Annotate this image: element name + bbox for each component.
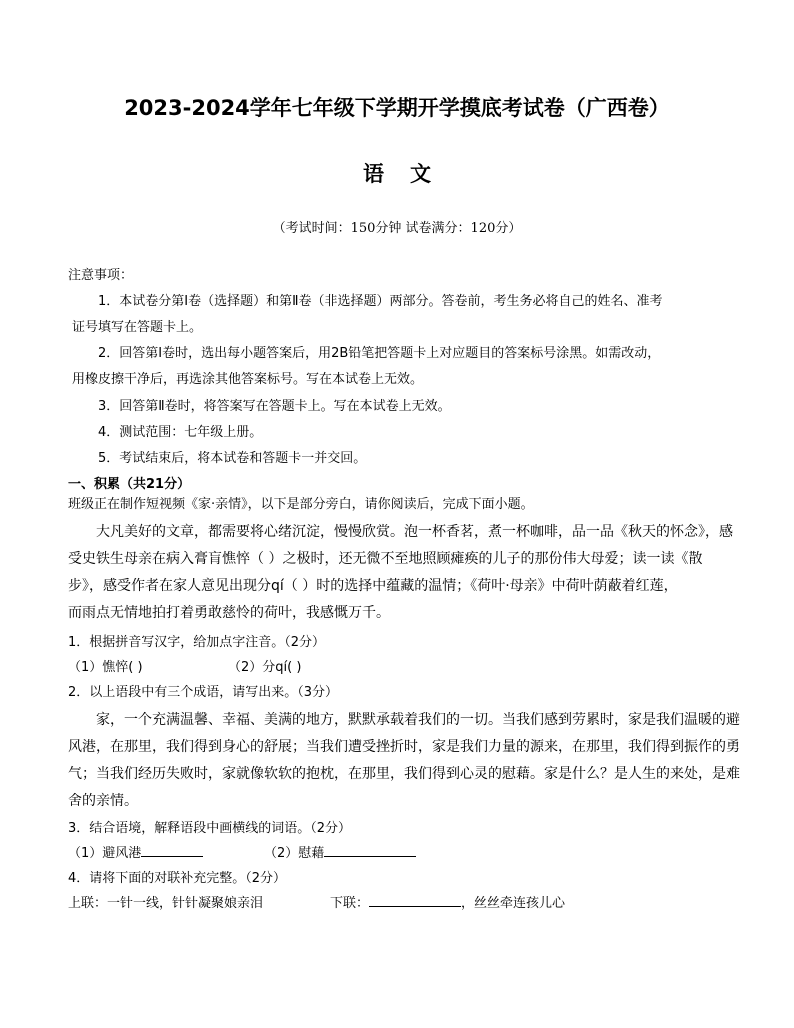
- exam-time-info: （考试时间：150分钟 试卷满分：120分）: [272, 221, 522, 236]
- exam-subject: 语文: [363, 162, 457, 186]
- section-intro: 班级正在制作短视频《家·亲情》，以下是部分旁白，请你阅读后，完成下面小题。: [68, 497, 534, 512]
- question-2: 2．以上语段中有三个成语，请写出来。（3分）: [68, 685, 339, 700]
- notes-item-4: 4．测试范围：七年级上册。: [98, 425, 263, 440]
- passage-2-line-3: 气；当我们经历失败时，家就像软软的抱枕，在那里，我们得到心灵的慰藉。家是什么？是人生的来处，是难: [68, 766, 740, 782]
- question-4: 4．请将下面的对联补充完整。（2分）: [68, 871, 287, 886]
- answer-blank-3a[interactable]: [141, 842, 203, 857]
- question-3: 3．结合语境，解释语段中画横线的词语。（2分）: [68, 821, 352, 836]
- couplet-lower: [330, 892, 565, 911]
- passage-2-line-1: 家，一个充满温馨、幸福、美满的地方，默默承载着我们的一切。当我们感到劳累时，家是我们温暖的避: [96, 712, 740, 728]
- passage-1-line-1: 大凡美好的文章，都需要将心绪沉淀，慢慢欣赏。泡一杯香茗，煮一杯咖啡，品一品《秋天的怀念》，感: [96, 524, 733, 540]
- notes-heading: 注意事项：: [68, 268, 134, 283]
- notes-item-3: 3．回答第Ⅱ卷时，将答案写在答题卡上。写在本试卷上无效。: [98, 399, 451, 414]
- couplet-upper: 上联：一针一线，针针凝聚娘亲泪: [68, 896, 264, 911]
- question-1-part-a: （1）憔悴( ): [68, 660, 143, 675]
- passage-2-line-2: 风港，在那里，我们得到身心的舒展；当我们遭受挫折时，家是我们力量的源来，在那里，我们得到振作的勇: [68, 739, 740, 755]
- section-heading: 一、积累（共21分）: [68, 477, 191, 492]
- notes-item-1-line-1: 1．本试卷分第Ⅰ卷（选择题）和第Ⅱ卷（非选择题）两部分。答卷前，考生务必将自己的姓名、准考: [98, 294, 663, 309]
- answer-blank-4[interactable]: [369, 892, 461, 907]
- passage-2-line-4: 舍的亲情。: [68, 793, 138, 809]
- question-1: 1．根据拼音写汉字，给加点字注音。（2分）: [68, 635, 326, 650]
- question-3-part-a-label: （1）避风港: [68, 846, 142, 861]
- answer-blank-3b[interactable]: [324, 842, 416, 857]
- couplet-lower-label: 下联：: [330, 896, 370, 911]
- exam-title: 2023-2024学年七年级下学期开学摸底考试卷（广西卷）: [124, 96, 670, 120]
- question-3-part-b-label: （2）慰藉: [264, 846, 325, 861]
- question-1-part-b: （2）分qí( ): [228, 660, 302, 675]
- passage-1-line-4: 而雨点无情地拍打着勇敢慈怜的荷叶，我感慨万千。: [68, 605, 390, 621]
- notes-item-1-line-2: 证号填写在答题卡上。: [72, 320, 203, 335]
- notes-item-2-line-2: 用橡皮擦干净后，再选涂其他答案标号。写在本试卷上无效。: [72, 372, 424, 387]
- couplet-lower-tail: ，丝丝牵连孩儿心: [461, 896, 566, 911]
- question-3-part-b: [264, 842, 416, 861]
- passage-1-line-3: 步》，感受作者在家人意见出现分qí（ ）时的选择中蕴藏的温情；《荷叶·母亲》中荷叶荫蔽着红莲，: [68, 578, 678, 594]
- notes-item-5: 5．考试结束后，将本试卷和答题卡一并交回。: [98, 451, 367, 466]
- notes-item-2-line-1: 2．回答第Ⅰ卷时，选出每小题答案后，用2B铅笔把答题卡上对应题目的答案标号涂黑。如需改动，: [98, 346, 661, 361]
- question-3-part-a: [68, 842, 203, 861]
- passage-1-line-2: 受史铁生母亲在病入膏肓憔悴（ ）之极时，还无微不至地照顾瘫痪的儿子的那份伟大母爱；读一读《散: [68, 551, 703, 567]
